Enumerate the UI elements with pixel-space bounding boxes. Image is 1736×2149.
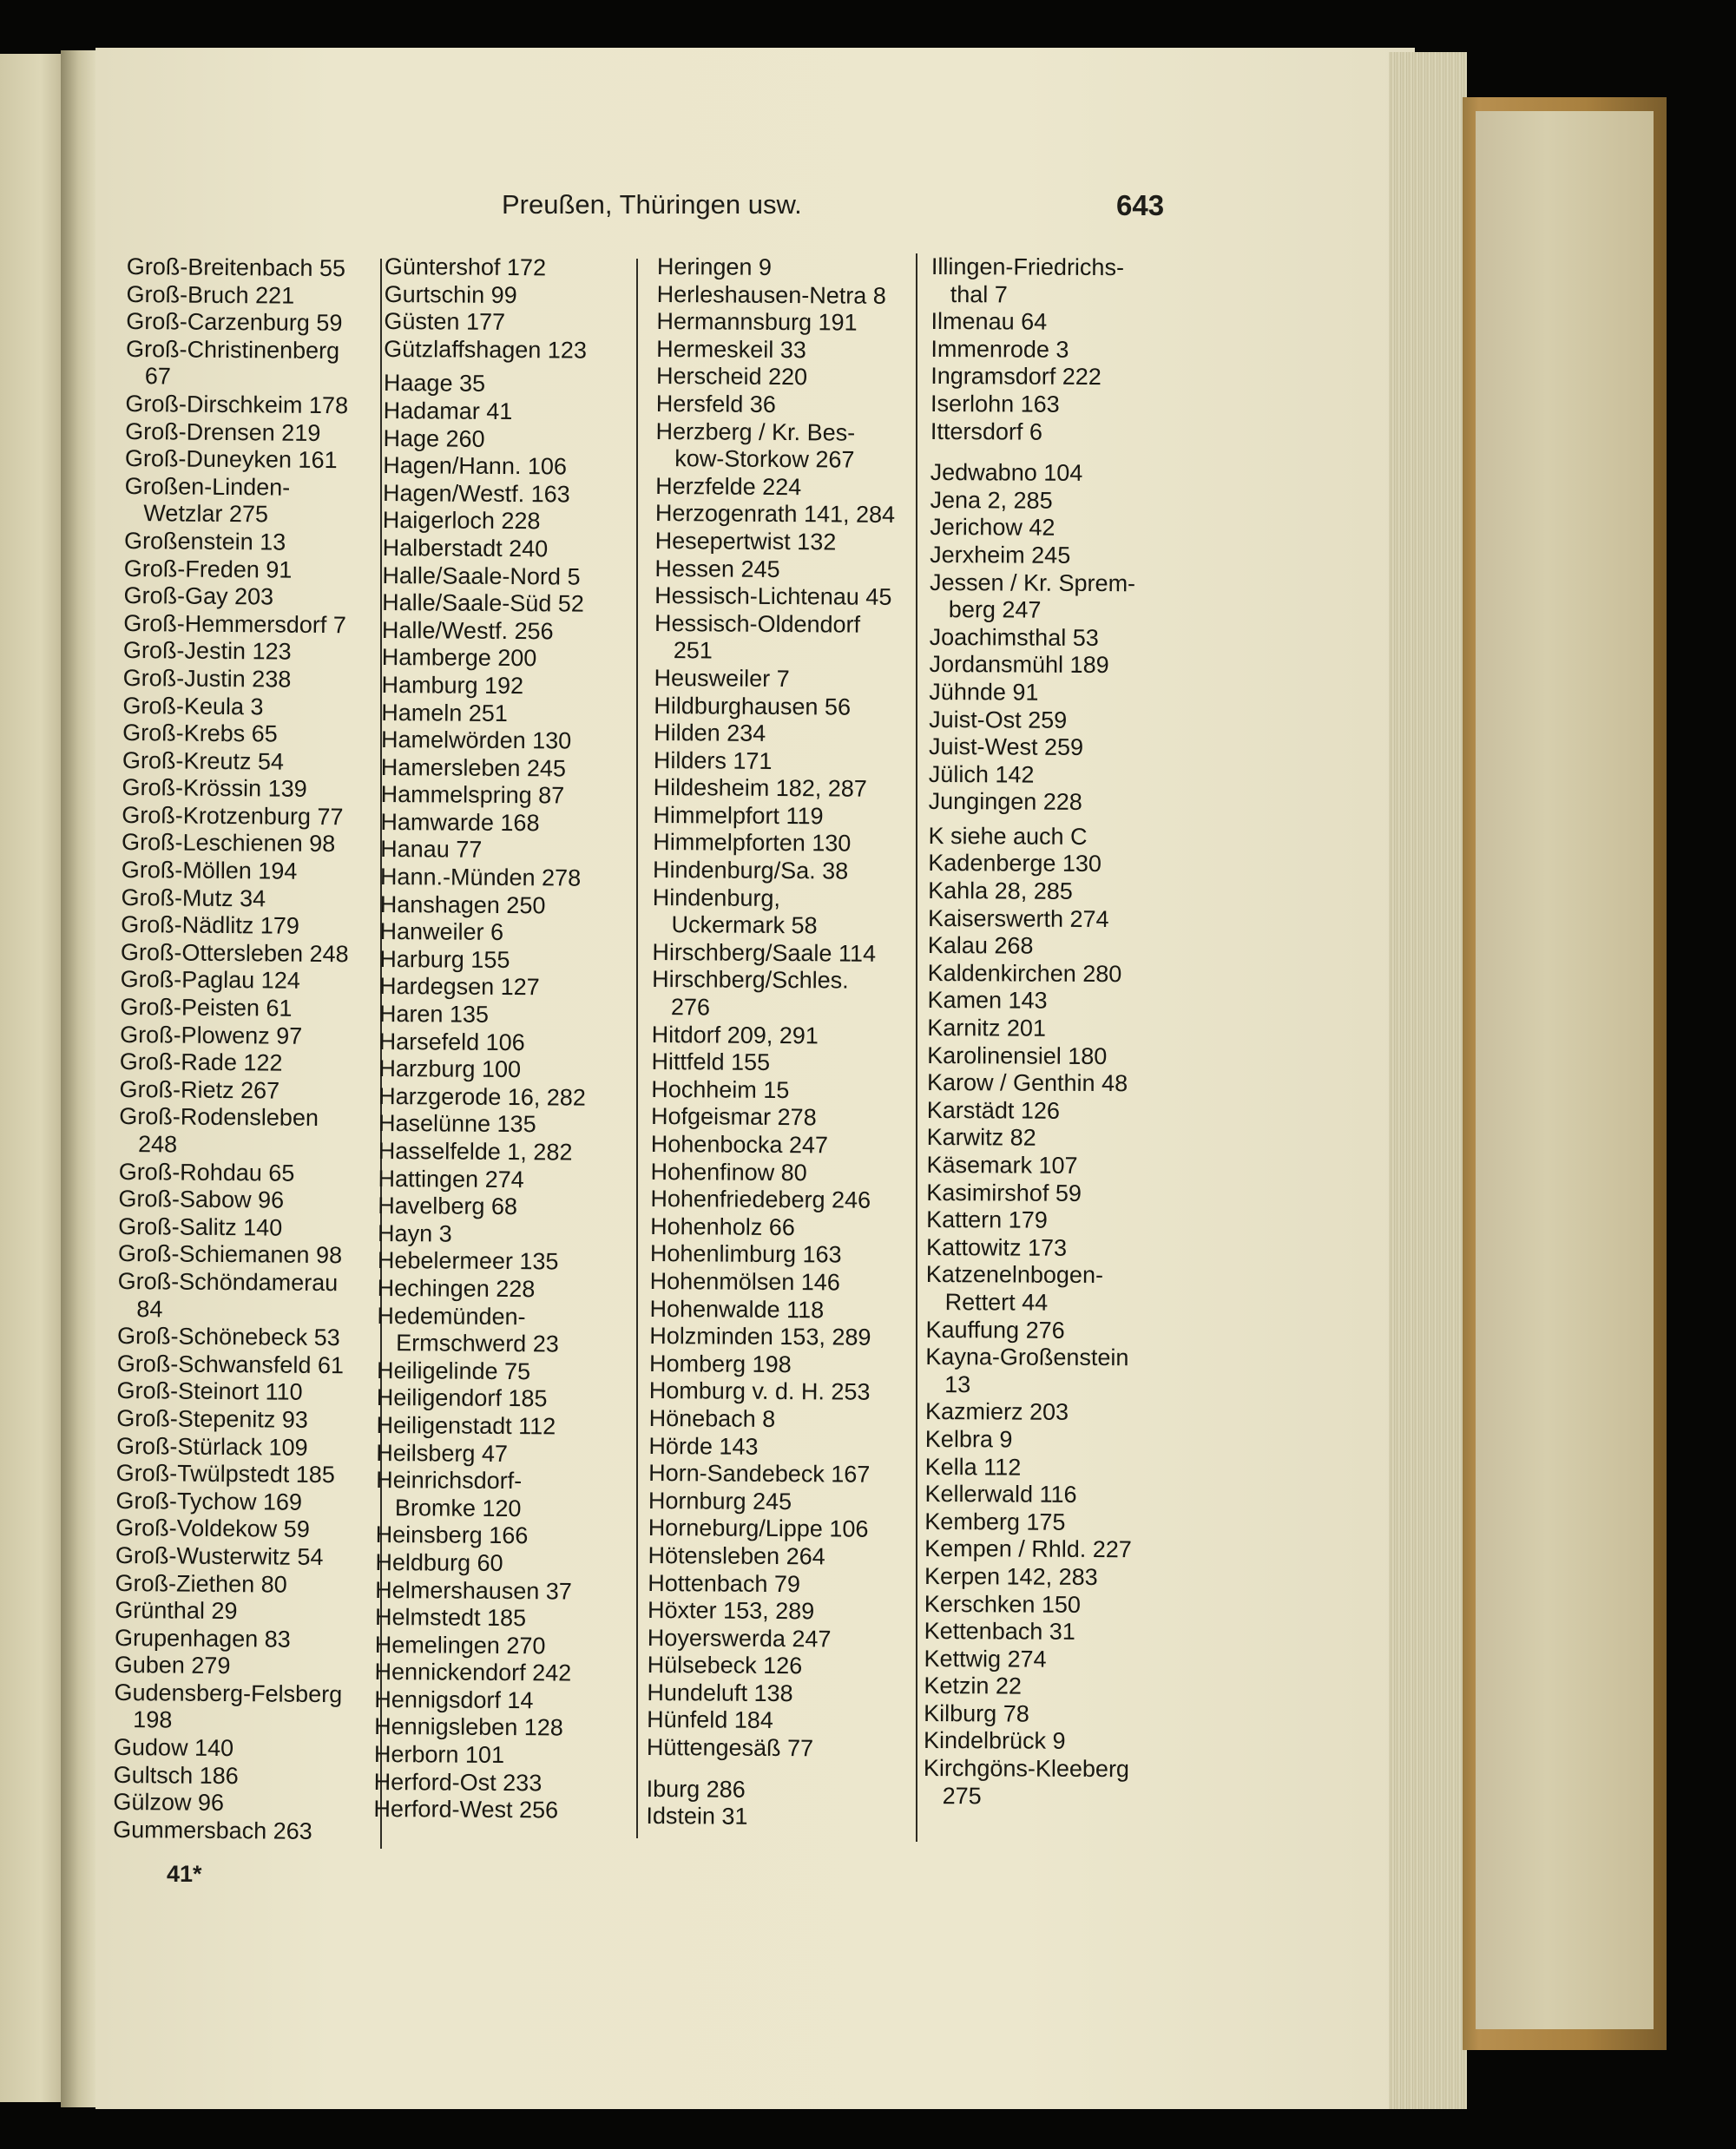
index-column-4	[924, 253, 1192, 1811]
index-entry: Groß-Schwansfeld 61	[116, 1350, 345, 1378]
index-entry: Hessisch-Oldendorf	[654, 609, 861, 638]
index-entry: Hasselfelde 1, 282	[378, 1137, 573, 1166]
index-entry: Iburg 286	[646, 1775, 746, 1803]
index-entry: Halle/Saale-Nord 5	[382, 562, 581, 590]
index-entry: Hadamar 41	[383, 397, 513, 425]
index-entry: Groß-Ottersleben 248	[120, 938, 349, 968]
index-entry: Halle/Saale-Süd 52	[382, 589, 584, 617]
index-entry: Harburg 155	[379, 945, 510, 973]
index-entry: Kindelbrück 9	[923, 1727, 1066, 1755]
index-entry: Kaldenkirchen 280	[927, 959, 1122, 988]
index-entry: Groß-Stepenitz 93	[116, 1404, 309, 1433]
index-entry: Groß-Sabow 96	[118, 1186, 285, 1213]
index-entry: Kella 112	[924, 1453, 1022, 1481]
index-entry: Harzgerode 16, 282	[378, 1082, 586, 1111]
index-entry: Juist-Ost 259	[929, 706, 1068, 733]
index-entry: Hameln 251	[381, 699, 509, 726]
index-entry: Heringen 9	[656, 253, 773, 280]
index-entry: Kauffung 276	[925, 1316, 1065, 1344]
index-column-1	[113, 253, 387, 1846]
index-entry: Jühnde 91	[929, 678, 1039, 706]
index-entry: Groß-Schönebeck 53	[116, 1323, 340, 1351]
index-entry: Groß-Salitz 140	[118, 1213, 283, 1241]
index-entry: Hilders 171	[653, 746, 773, 774]
index-entry: Jerxheim 245	[930, 541, 1071, 568]
index-entry: Karnitz 201	[927, 1015, 1046, 1042]
index-entry: Hohenlimburg 163	[649, 1240, 842, 1268]
index-entry: Guben 279	[114, 1652, 231, 1679]
index-entry: Groß-Voldekow 59	[115, 1515, 310, 1543]
index-entry: Hamwarde 168	[380, 808, 540, 837]
index-entry-continuation: Ermschwerd 23	[396, 1330, 559, 1357]
index-entry: Groß-Stürlack 109	[115, 1432, 308, 1461]
index-entry-continuation: 251	[673, 637, 713, 664]
index-entry: Groß-Rietz 267	[119, 1075, 280, 1104]
index-entry: Herford-West 256	[373, 1796, 559, 1824]
index-entry: Hottenbach 79	[648, 1569, 801, 1597]
index-entry: Groß-Plowenz 97	[120, 1021, 303, 1049]
index-entry: Homburg v. d. H. 253	[648, 1377, 871, 1406]
index-entry: Kelbra 9	[924, 1425, 1013, 1453]
index-entry: Herborn 101	[373, 1741, 505, 1769]
index-entry: Hitdorf 209, 291	[651, 1021, 819, 1048]
index-entry: Hamberge 200	[381, 644, 537, 672]
index-entry: Hirschberg/Schles.	[652, 966, 849, 994]
index-entry: Helmershausen 37	[375, 1576, 572, 1605]
index-entry: Haselünne 135	[378, 1110, 536, 1138]
index-entry: Hüttengesäß 77	[646, 1734, 814, 1762]
index-entry: Groß-Dirschkeim 178	[125, 390, 349, 419]
index-entry: Groß-Kreutz 54	[122, 746, 285, 775]
index-entry: Immenrode 3	[930, 335, 1069, 363]
index-entry: Heiligelinde 75	[376, 1357, 531, 1384]
index-entry: Hamersleben 245	[380, 753, 567, 782]
index-entry: Joachimsthal 53	[929, 623, 1099, 651]
index-entry: Horneburg/Lippe 106	[648, 1515, 869, 1543]
index-entry: Himmelpforten 130	[653, 829, 852, 858]
index-entry: Groß-Krotzenburg 77	[122, 801, 344, 831]
index-entry: Hirschberg/Saale 114	[652, 938, 877, 967]
index-entry: Großenstein 13	[123, 527, 286, 555]
index-entry: Ittersdorf 6	[930, 417, 1043, 445]
index-entry: Hindenburg,	[652, 884, 781, 911]
index-entry: Groß-Rodensleben	[119, 1103, 319, 1132]
index-entry: Hanshagen 250	[379, 890, 546, 918]
index-entry: Hennickendorf 242	[374, 1659, 572, 1686]
index-entry-continuation: 13	[944, 1370, 971, 1398]
index-entry: Jena 2, 285	[930, 486, 1053, 514]
index-entry: Hohenbocka 247	[650, 1130, 829, 1159]
index-entry: Gurtschin 99	[384, 280, 517, 308]
index-entry: Hage 260	[383, 424, 485, 452]
index-entry: Homberg 198	[648, 1350, 792, 1377]
index-entry: Hohenholz 66	[650, 1213, 795, 1240]
index-entry: Kirchgöns-Kleeberg	[923, 1755, 1130, 1783]
index-entry: Großen-Linden-	[124, 472, 291, 501]
index-entry: Groß-Paglau 124	[120, 966, 300, 995]
index-entry: Hersfeld 36	[655, 390, 776, 417]
index-entry: Haigerloch 228	[382, 507, 541, 535]
index-entry: Grupenhagen 83	[114, 1624, 291, 1653]
index-entry: Hann.-Münden 278	[379, 864, 582, 891]
index-entry: Gudow 140	[113, 1733, 234, 1762]
index-entry: Hanweiler 6	[379, 918, 504, 946]
index-entry: Ketzin 22	[924, 1673, 1023, 1699]
index-entry: Himmelpfort 119	[653, 801, 824, 830]
index-entry: Juist-West 259	[928, 733, 1084, 761]
index-entry: Helmstedt 185	[374, 1604, 527, 1632]
sheet-signature: 41*	[167, 1861, 202, 1887]
index-entry: Jedwabno 104	[930, 459, 1083, 487]
index-entry: Gultsch 186	[113, 1761, 239, 1789]
index-entry-continuation: Rettert 44	[944, 1289, 1049, 1316]
index-entry: Hagen/Hann. 106	[383, 452, 568, 480]
index-entry: Hemelingen 270	[374, 1631, 546, 1659]
index-entry: Hessen 245	[654, 555, 780, 582]
index-entry: Halle/Westf. 256	[381, 616, 554, 645]
index-entry: Kamen 143	[927, 987, 1048, 1015]
index-entry: Hildesheim 182, 287	[653, 774, 867, 802]
index-entry: Kettwig 274	[924, 1645, 1047, 1673]
index-entry: Kayna-Großenstein	[925, 1344, 1129, 1371]
index-column-2	[373, 253, 645, 1825]
index-entry: Kazmierz 203	[924, 1398, 1069, 1426]
index-entry: Groß-Schiemanen 98	[117, 1240, 343, 1269]
index-entry: Karolinensiel 180	[927, 1042, 1108, 1069]
index-entry: Hermannsburg 191	[656, 308, 858, 336]
index-entry: Haage 35	[383, 370, 486, 398]
book-cover-inner	[1476, 111, 1654, 2029]
index-entry: Hamelwörden 130	[380, 726, 572, 754]
index-entry-continuation: 275	[942, 1782, 982, 1809]
index-entry: Groß-Tychow 169	[115, 1487, 303, 1515]
index-entry: Herzogenrath 141, 284	[654, 500, 896, 529]
index-entry: Höxter 153, 289	[647, 1597, 815, 1625]
index-entry: Karstädt 126	[926, 1096, 1061, 1124]
index-entry: Hönebach 8	[648, 1404, 776, 1432]
index-entry: Hammelspring 87	[380, 781, 565, 809]
page-number: 643	[1116, 189, 1165, 221]
index-entry: Hagen/Westf. 163	[382, 479, 570, 508]
index-entry: Jungingen 228	[928, 788, 1082, 816]
index-entry: Hessisch-Lichtenau 45	[654, 582, 892, 611]
index-entry: Käsemark 107	[926, 1151, 1078, 1179]
index-entry: Groß-Mutz 34	[121, 884, 266, 912]
index-entry: Kemberg 175	[924, 1508, 1066, 1535]
index-column-3	[646, 253, 917, 1832]
index-entry: Heusweiler 7	[654, 664, 790, 692]
index-entry-continuation: Uckermark 58	[671, 911, 818, 939]
index-entry: Hedemünden-	[377, 1302, 526, 1330]
index-entry: Halberstadt 240	[382, 534, 549, 562]
index-entry: Groß-Gay 203	[123, 582, 274, 610]
index-entry-continuation: 276	[670, 994, 711, 1021]
index-entry-continuation: thal 7	[950, 280, 1008, 308]
index-entry-continuation: berg 247	[948, 596, 1042, 623]
index-entry: Hünfeld 184	[647, 1706, 773, 1734]
index-entry: Groß-Krebs 65	[122, 720, 278, 747]
index-entry: Groß-Ziethen 80	[115, 1569, 287, 1598]
index-entry: Hornburg 245	[648, 1487, 792, 1515]
index-entry: Groß-Twülpstedt 185	[115, 1460, 335, 1489]
index-entry: Kasimirshof 59	[926, 1179, 1082, 1206]
index-entry: K siehe auch C	[928, 822, 1088, 850]
index-entry: Hittfeld 155	[651, 1048, 771, 1076]
index-entry: Hattingen 274	[378, 1165, 524, 1193]
index-entry: Heldburg 60	[375, 1548, 503, 1576]
index-entry: Groß-Keula 3	[122, 692, 264, 720]
index-entry: Hötensleben 264	[648, 1541, 825, 1570]
index-entry: Hesepertwist 132	[654, 527, 837, 555]
index-entry: Hermeskeil 33	[656, 335, 806, 363]
index-entry: Groß-Steinort 110	[116, 1377, 303, 1406]
index-entry: Herzfelde 224	[655, 472, 802, 500]
index-entry: Güntershof 172	[384, 253, 547, 281]
previous-page-edge	[0, 54, 68, 2102]
index-entry: Hörde 143	[648, 1432, 759, 1460]
index-entry: Herscheid 220	[655, 363, 808, 391]
index-entry: Groß-Hemmersdorf 7	[123, 609, 346, 638]
index-entry: Jerichow 42	[930, 514, 1055, 542]
index-entry-continuation: 248	[137, 1131, 178, 1158]
index-entry: Jülich 142	[928, 760, 1035, 788]
index-entry: Heilsberg 47	[376, 1439, 509, 1467]
index-entry: Hilden 234	[654, 720, 766, 746]
index-entry: Hardegsen 127	[379, 973, 540, 1001]
index-entry: Kempen / Rhld. 227	[924, 1535, 1132, 1563]
index-entry: Hanau 77	[380, 836, 483, 864]
index-entry: Groß-Rade 122	[119, 1048, 283, 1076]
index-entry: Groß-Rohdau 65	[118, 1158, 295, 1186]
index-entry: Kilburg 78	[924, 1699, 1029, 1727]
index-entry: Groß-Schöndamerau	[117, 1267, 339, 1297]
index-entry: Kattowitz 173	[925, 1233, 1068, 1261]
index-entry: Hofgeismar 278	[650, 1103, 817, 1131]
index-entry: Heiligendorf 185	[376, 1384, 548, 1412]
page-edges	[1389, 52, 1467, 2109]
index-entry: Gummersbach 263	[113, 1816, 312, 1844]
index-entry: Groß-Christinenberg	[125, 335, 340, 364]
index-entry: Harzburg 100	[378, 1055, 522, 1083]
index-entry: Hebelermeer 135	[377, 1247, 559, 1275]
index-entry: Heiligenstadt 112	[376, 1411, 556, 1440]
index-entry: Idstein 31	[646, 1803, 748, 1830]
index-entry: Heinsberg 166	[375, 1521, 529, 1549]
index-entry: Kellerwald 116	[924, 1481, 1077, 1508]
index-entry: Groß-Drensen 219	[125, 417, 321, 446]
index-entry-continuation: 84	[136, 1295, 163, 1322]
index-entry: Kattern 179	[926, 1206, 1048, 1233]
index-entry: Grünthal 29	[115, 1597, 238, 1625]
index-entry: Hundeluft 138	[647, 1679, 793, 1707]
index-entry: Groß-Nädlitz 179	[121, 911, 299, 940]
index-entry: Hohenfinow 80	[650, 1158, 807, 1186]
index-entry-continuation: kow-Storkow 267	[674, 445, 855, 473]
index-entry: Groß-Krössin 139	[122, 774, 307, 803]
index-entry: Jessen / Kr. Sprem-	[929, 568, 1136, 596]
index-entry: Groß-Jestin 123	[122, 637, 292, 665]
index-entry: Hülsebeck 126	[647, 1652, 803, 1679]
index-entry: Ingramsdorf 222	[930, 363, 1101, 391]
column-rule	[916, 253, 917, 1842]
index-entry: Herford-Ost 233	[373, 1768, 542, 1796]
index-entry: Groß-Möllen 194	[121, 857, 298, 884]
index-entry: Kettenbach 31	[924, 1618, 1075, 1645]
index-entry: Groß-Justin 238	[122, 664, 292, 693]
index-entry: Hindenburg/Sa. 38	[652, 857, 849, 884]
index-entry: Gützlaffshagen 123	[384, 335, 588, 364]
index-entry: Karwitz 82	[926, 1124, 1036, 1152]
index-entry: Hochheim 15	[651, 1075, 790, 1103]
index-entry: Güsten 177	[384, 308, 506, 336]
index-entry: Hildburghausen 56	[654, 692, 852, 720]
index-entry: Groß-Wusterwitz 54	[115, 1541, 324, 1570]
index-entry: Kaiserswerth 274	[927, 904, 1109, 932]
running-title: Preußen, Thüringen usw.	[502, 189, 802, 220]
index-entry: Iserlohn 163	[930, 390, 1060, 417]
index-entry: Hennigsleben 128	[374, 1713, 563, 1741]
index-entry: Karow / Genthin 48	[926, 1069, 1128, 1097]
index-entry: Kahla 28, 285	[928, 877, 1073, 904]
index-entry: Groß-Bruch 221	[126, 280, 295, 309]
index-entry: Hamburg 192	[381, 671, 524, 700]
index-entry: Hayn 3	[378, 1219, 452, 1247]
index-entry: Groß-Breitenbach 55	[126, 253, 346, 282]
index-entry: Harsefeld 106	[378, 1028, 525, 1055]
index-entry: Heinrichsdorf-	[376, 1467, 523, 1495]
index-entry: Hohenwalde 118	[649, 1295, 825, 1323]
index-entry: Herzberg / Kr. Bes-	[655, 417, 856, 446]
index-entry: Groß-Leschienen 98	[121, 829, 336, 858]
index-entry: Kerpen 142, 283	[924, 1562, 1098, 1590]
index-entry: Hechingen 228	[377, 1274, 536, 1303]
column-rule	[636, 259, 638, 1838]
index-entry: Gülzow 96	[113, 1789, 225, 1817]
index-entry: Groß-Peisten 61	[120, 993, 293, 1022]
index-entry-continuation: 67	[144, 363, 171, 390]
index-entry: Havelberg 68	[378, 1193, 518, 1220]
index-entry: Hohenfriedeberg 246	[650, 1186, 871, 1213]
index-entry: Ilmenau 64	[930, 308, 1048, 335]
index-entry: Kalau 268	[927, 932, 1034, 959]
index-entry: Hohenmölsen 146	[649, 1267, 840, 1296]
index-entry-continuation: 198	[133, 1706, 173, 1733]
index-entry: Groß-Freden 91	[123, 555, 293, 583]
index-entry: Groß-Duneyken 161	[124, 445, 338, 474]
index-entry: Jordansmühl 189	[929, 651, 1109, 679]
index-entry-continuation: Bromke 120	[394, 1494, 522, 1521]
index-entry: Gudensberg-Felsberg	[114, 1679, 343, 1708]
index-entry-continuation: Wetzlar 275	[143, 500, 269, 528]
index-entry: Katzenelnbogen-	[925, 1261, 1104, 1289]
index-entry: Haren 135	[378, 1001, 490, 1028]
index-entry: Groß-Carzenburg 59	[126, 308, 343, 337]
index-entry: Hoyerswerda 247	[647, 1624, 832, 1653]
index-entry: Holzminden 153, 289	[649, 1323, 871, 1351]
index-entry: Kerschken 150	[924, 1590, 1082, 1618]
index-entry: Kadenberge 130	[928, 850, 1102, 877]
index-entry: Horn-Sandebeck 167	[648, 1460, 871, 1488]
index-entry: Illingen-Friedrichs-	[930, 253, 1125, 281]
index-entry: Hennigsdorf 14	[374, 1686, 534, 1714]
index-entry: Herleshausen-Netra 8	[656, 280, 886, 309]
